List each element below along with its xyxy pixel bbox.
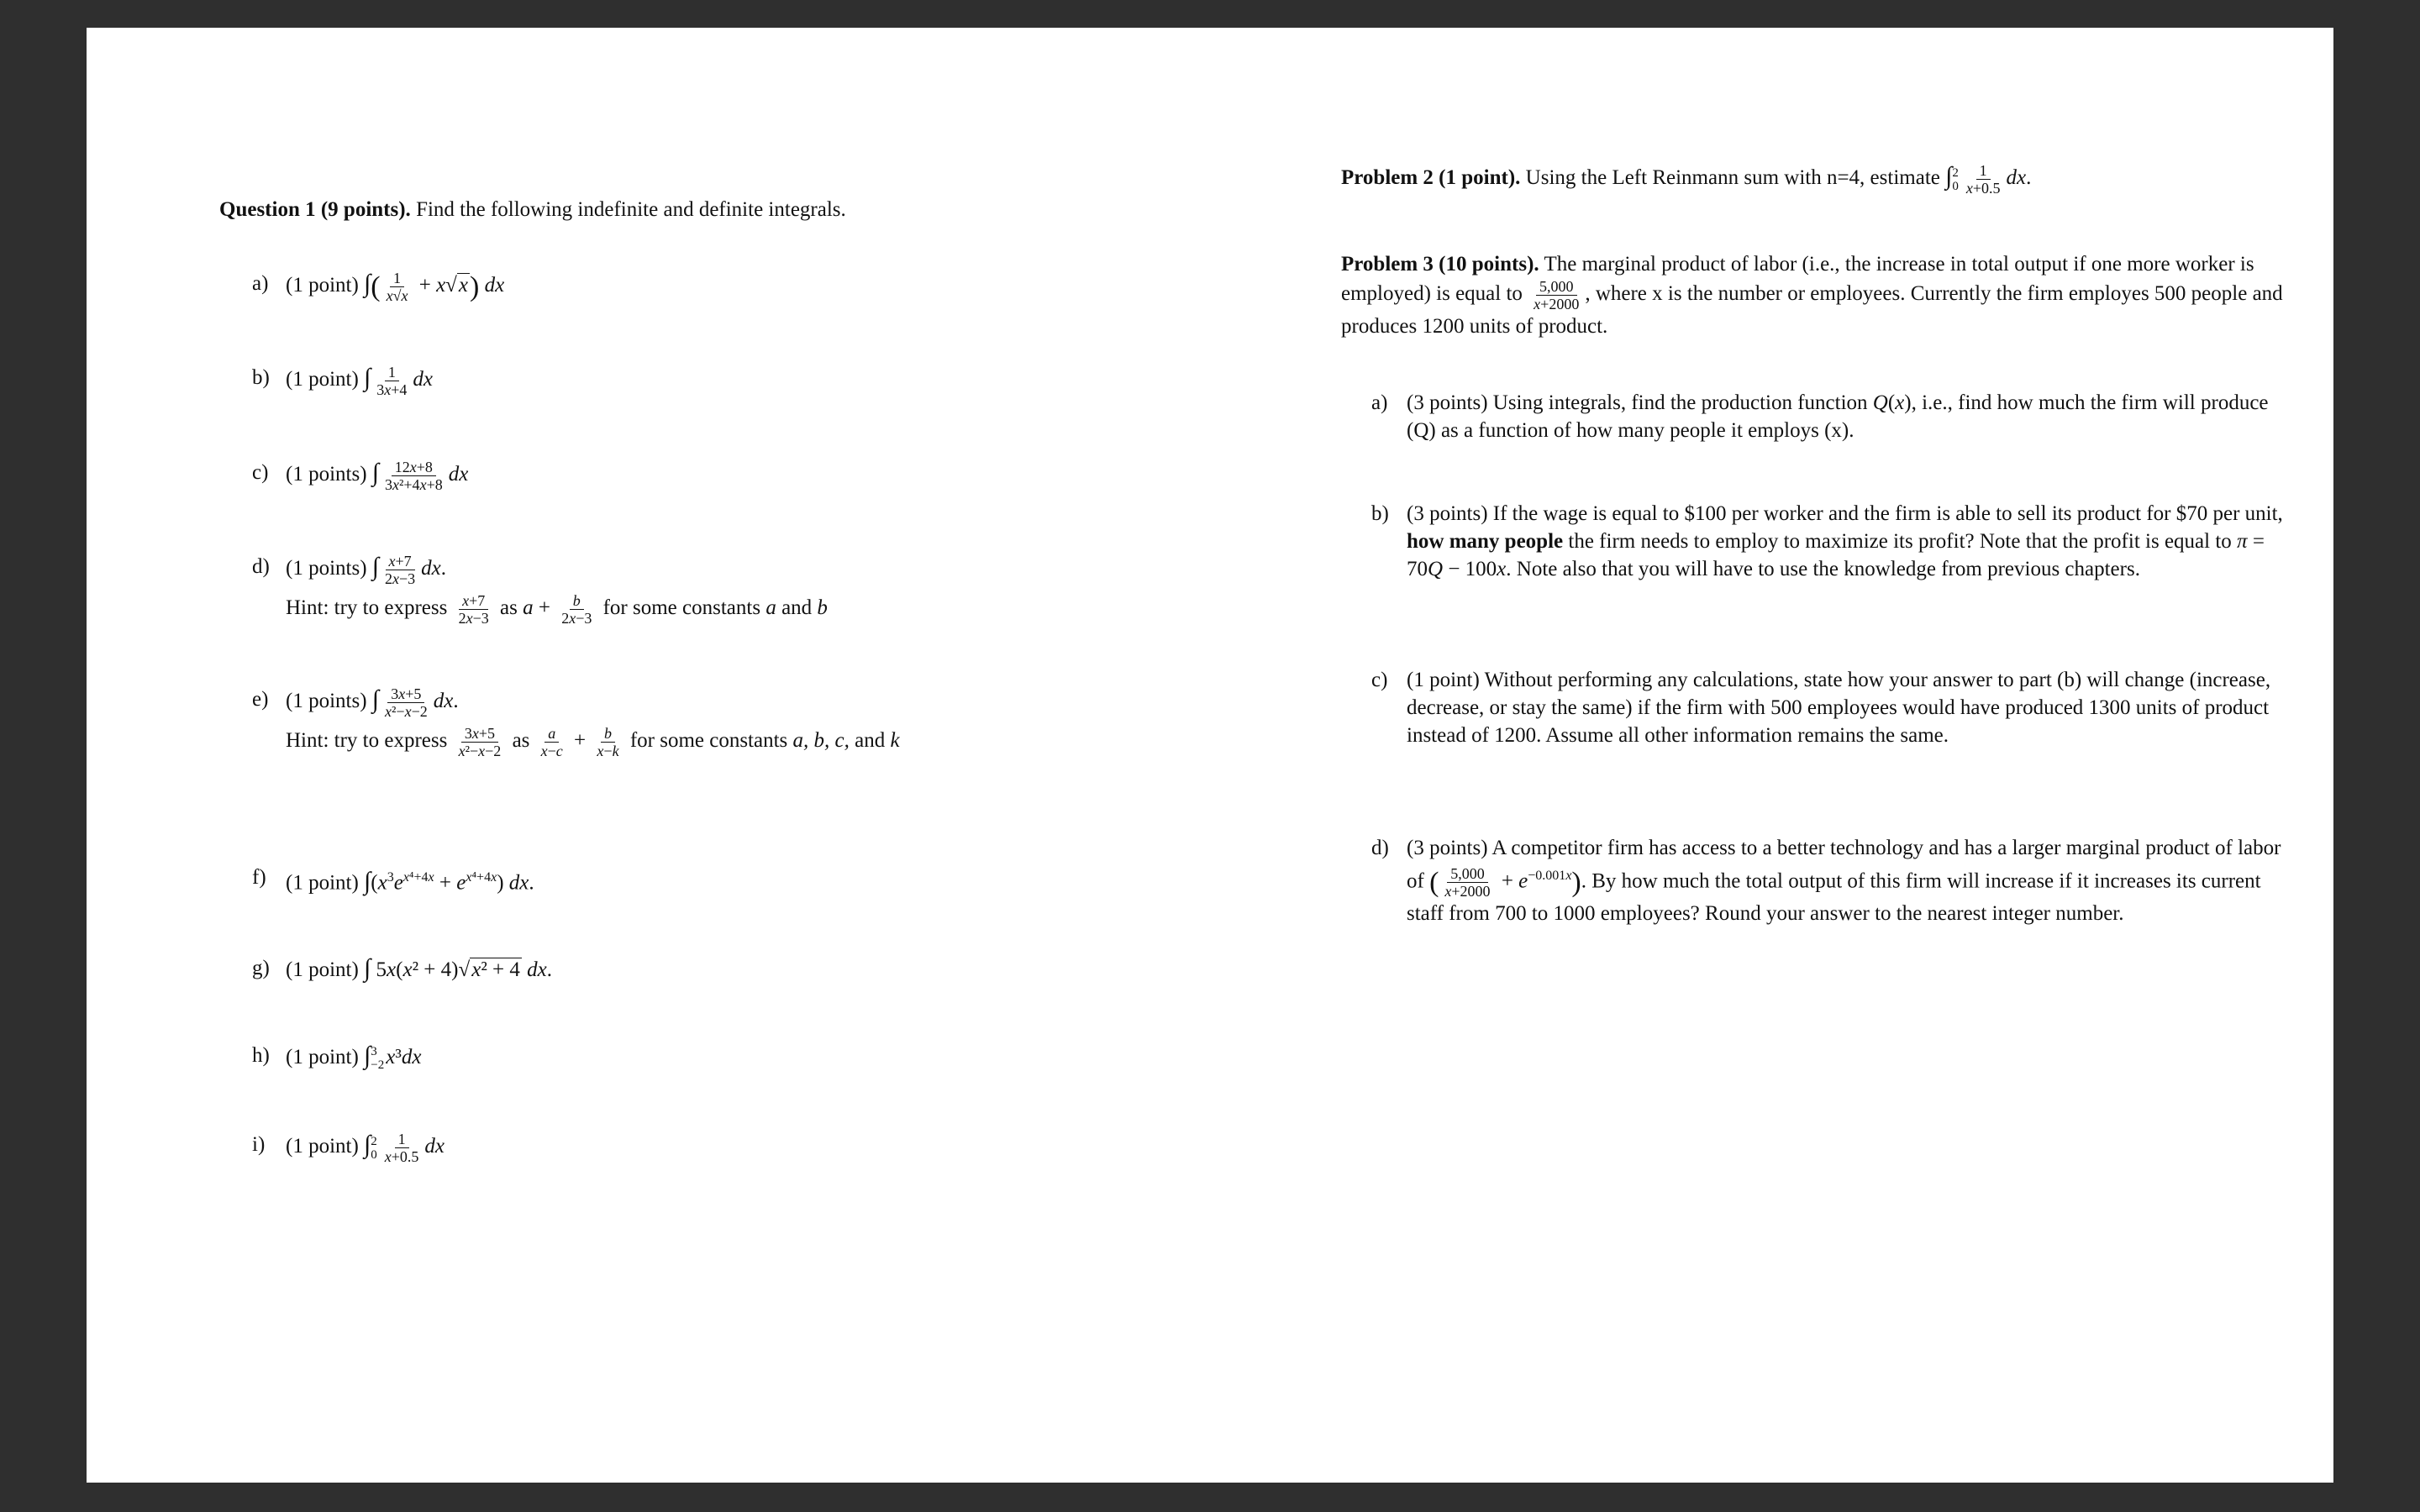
question-1i: i) (1 point) ∫ 2 0 $\frac{1}{x+0.5}$ dx (252, 1131, 445, 1165)
question-1b: b) (1 point) ∫ $\frac{1}{3x+4}$ dx (252, 364, 434, 398)
problem-3a: a) (3 points) Using integrals, find the production function Q(x), i.e., find how much the firm will produce (Q) as a function of how many people it employs (x). (1371, 391, 2269, 442)
question-1f: f) (1 point) $\int(x^3e^{x^4+4x} + e^{x^4+4x})$ dx. (252, 866, 534, 895)
question-1g: g) (1 point) ∫ 5x(x² + 4)√x² + 4 dx. (252, 954, 553, 982)
question-1h: h) (1 point) ∫ 3 −2 x³dx (252, 1042, 422, 1073)
problem-3: Problem 3 (10 points). The marginal product of labor (i.e., the increase in total output if one more worker is employed) is equal to $\frac{5,000}{x+2000}$ , where x is the number or employees. Currently the firm employes 500 people and produces 1200 units of product. (1341, 253, 2283, 338)
problem-3b: b) (3 points) If the wage is equal to $100 per worker and the firm is able to sell its product for $70 per unit, how many people the firm needs to employ to maximize its profit? Note that the profit is equal to π = 70Q − 100x. Note also that you will have to use the knowledge from previous chapters. (1371, 502, 2283, 580)
document-page (87, 28, 2333, 1483)
problem-2: Problem 2 (1 point). Using the Left Reinmann sum with n=4, estimate ∫ 2 0 $\frac{1}{x+0.5}$ dx. (1341, 162, 2032, 197)
question-1 (219, 196, 1211, 1165)
question-1e: e) (1 points) ∫ $\frac{3x+5}{\text{x²−x−2}}$ dx. Hint: try to express $\frac{3x+5}{\text{x²−x−2}}$ as $\frac{a}{x-c}$ + $\frac{b}{x-k}$ for some constants a, b, c, and k (252, 685, 900, 759)
question-1-heading: Question 1 (9 points). Find the following indefinite and definite integrals. (219, 198, 846, 221)
problem-3c: c) (1 point) Without performing any calculations, state how your answer to part (b) will change (increase, decrease, or stay the same) if the firm with 500 employees would have produced 1300 units of product instead of 1200. Assume all other information remains the same. (1371, 669, 2271, 747)
problem-3d: d) (3 points) A competitor firm has access to a better technology and has a larger marginal product of labor of ( $\frac{5,000}{x+2000}$ + $e^{-0.001x}$). By how much the total output of this firm will increase if it increases its current staff from 700 to 1000 employees? Round your answer to the nearest integer number. (1371, 837, 2281, 926)
question-1a: a) (1 point) ∫( $\frac{1}{x√x}$ + x√x) dx (252, 270, 505, 304)
question-1d: d) (1 points) ∫ $\frac{x+7}{2x-3}$ dx. Hint: try to express $\frac{x+7}{2x-3}$ as a + $\frac{b}{2x-3}$ for some constants a and b (252, 553, 828, 627)
question-1c: c) (1 points) ∫ $\frac{12x+8}{\text{3x²+4x+8}}$ dx (252, 459, 469, 493)
problems-right (1341, 162, 2299, 926)
